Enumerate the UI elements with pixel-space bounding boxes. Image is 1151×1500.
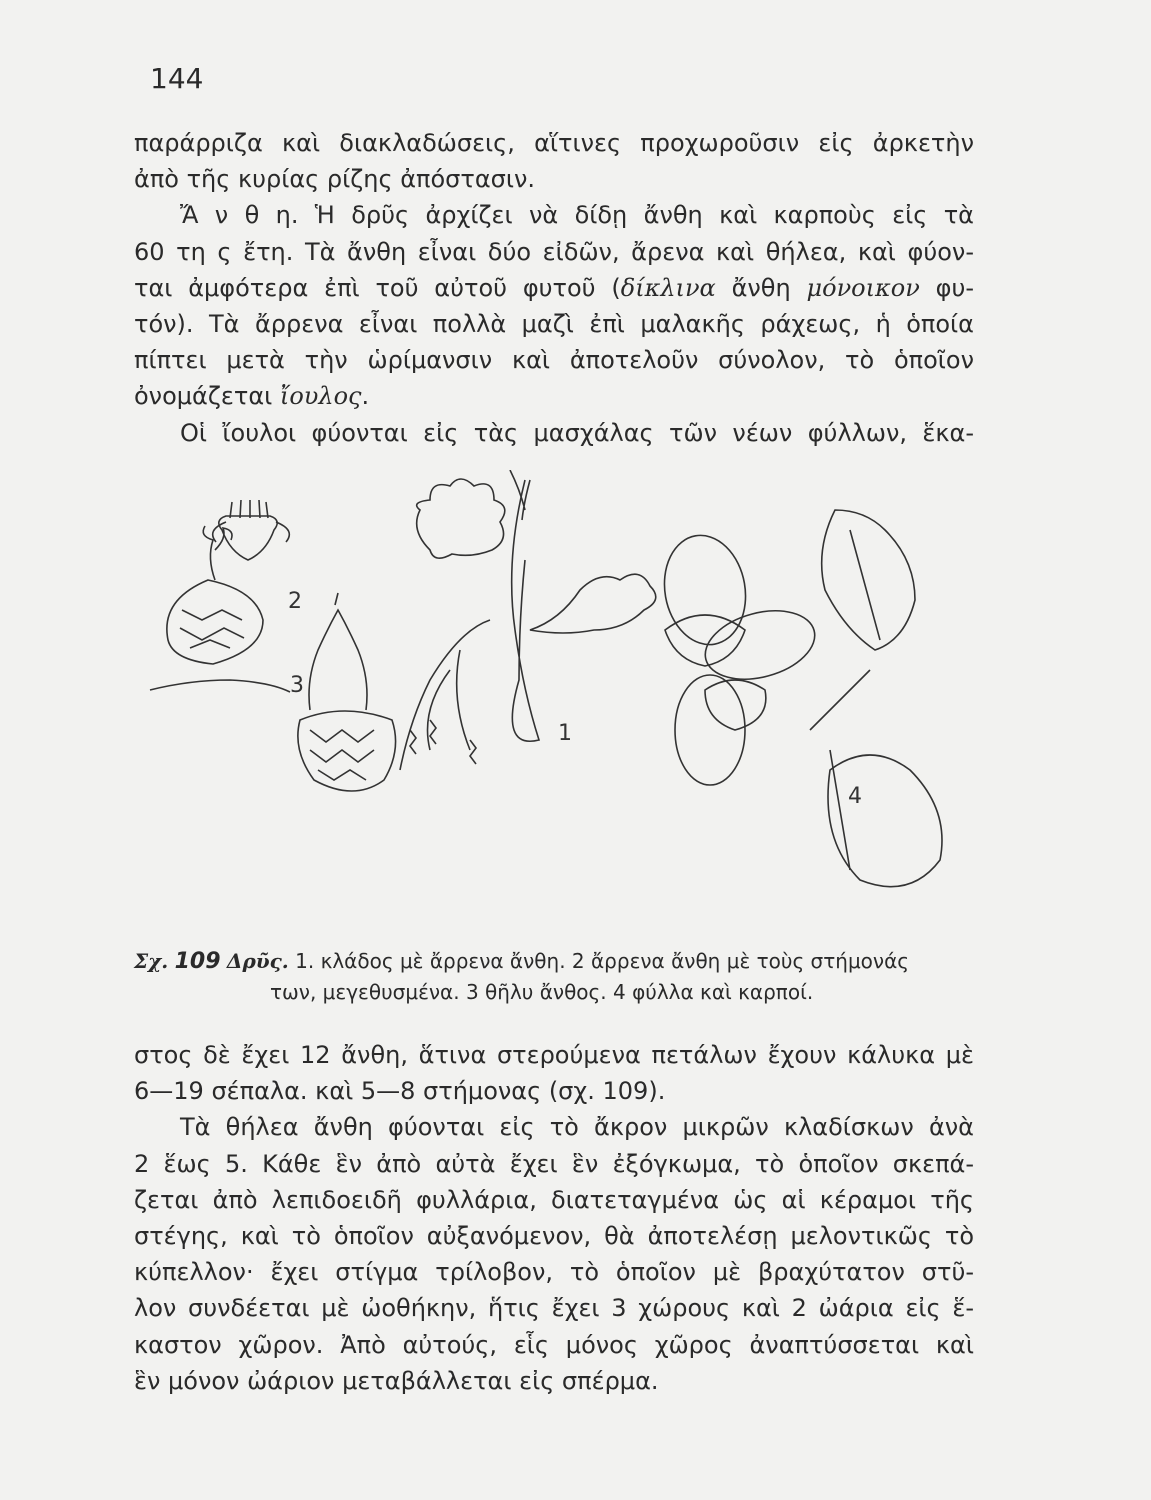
- figure-label-4: 4: [848, 784, 862, 809]
- text-span: .: [361, 382, 370, 411]
- text-line: Ἄ ν θ η. Ἡ δρῦς ἀρχίζει νὰ δίδῃ ἄνθη καὶ καρποὺς εἰς τὰ: [180, 201, 974, 230]
- text-span: ἄνθη: [715, 273, 807, 302]
- text-line: παράρριζα καὶ διακλαδώσεις, αἵτινες προχωροῦσιν εἰς ἀρκετὴν: [134, 129, 974, 157]
- text-line: ζεται ἀπὸ λεπιδοειδῆ φυλλάρια, διατεταγμένα ὡς αἱ κέραμοι τῆς: [134, 1185, 974, 1214]
- text-line: κύπελλον· ἔχει στίγμα τρίλοβον, τὸ ὁποῖον μὲ βραχύτατον στῦ-: [134, 1258, 974, 1287]
- text-line: καστον χῶρον. Ἀπὸ αὐτούς, εἷς μόνος χῶρος ἀναπτύσσεται καὶ: [134, 1330, 974, 1359]
- caption-label: Σχ.: [134, 949, 169, 973]
- text-line: πίπτει μετὰ τὴν ὡρίμανσιν καὶ ἀποτελοῦν σύνολον, τὸ ὁποῖον: [134, 346, 974, 375]
- text-line: Τὰ θήλεα ἄνθη φύονται εἰς τὸ ἄκρον μικρῶν κλαδίσκων ἀνὰ: [180, 1113, 974, 1142]
- text-line: στέγης, καὶ τὸ ὁποῖον αὐξανόμενον, θὰ ἀποτελέσῃ μελοντικῶς τὸ: [134, 1222, 974, 1251]
- text-line: 6—19 σέπαλα. καὶ 5—8 στήμονας (σχ. 109).: [134, 1077, 666, 1106]
- oak-illustration: [130, 470, 990, 940]
- figure-label-2: 2: [288, 589, 302, 614]
- female-flower-drawing: [150, 526, 290, 692]
- text-span: ὀνομάζεται: [134, 382, 280, 411]
- catkin-branch-drawing: [400, 470, 656, 770]
- paragraph-top: [134, 125, 974, 451]
- text-line: ἓν μόνον ὠάριον μεταβάλλεται εἰς σπέρμα.: [134, 1366, 659, 1395]
- figure-label-3: 3: [290, 673, 304, 698]
- paragraph-bottom: [134, 1037, 974, 1399]
- acorn-leaves-drawing: [656, 510, 942, 887]
- caption-number: 109: [174, 949, 221, 974]
- text-span: φυ-: [919, 273, 974, 302]
- italic-term: μόνοικον: [806, 273, 920, 302]
- text-line: τόν). Τὰ ἄρρενα εἶναι πολλὰ μαζὶ ἐπὶ μαλακῆς ράχεως, ἡ ὁποία: [134, 310, 974, 339]
- text-line: στος δὲ ἔχει 12 ἄνθη, ἅτινα στερούμενα πετάλων ἔχουν κάλυκα μὲ: [134, 1041, 974, 1069]
- text-line-with-italics: [134, 270, 974, 306]
- caption-text: 1. κλάδος μὲ ἄρρενα ἄνθη. 2 ἄρρενα ἄνθη μὲ τοὺς στήμονάς: [288, 949, 909, 973]
- figure-caption-line-1: [134, 946, 980, 977]
- text-line: 60 τη ς ἔτη. Τὰ ἄνθη εἶναι δύο εἰδῶν, ἄρενα καὶ θήλεα, καὶ φύον-: [134, 237, 974, 266]
- figure-label-1: 1: [558, 721, 572, 746]
- text-line: ἀπὸ τῆς κυρίας ρίζης ἀπόστασιν.: [134, 165, 536, 194]
- text-line-with-italics: [134, 378, 974, 414]
- oak-drawing: [130, 470, 990, 940]
- text-span: ται ἀμφότερα ἐπὶ τοῦ αὐτοῦ φυτοῦ (: [134, 273, 621, 302]
- italic-term: δίκλινα: [620, 273, 716, 302]
- acorn-drawing: [298, 593, 396, 791]
- text-line: Οἱ ἴουλοι φύονται εἰς τὰς μασχάλας τῶν νέων φύλλων, ἕκα-: [180, 418, 974, 447]
- figure-caption-line-2: των, μεγεθυσμένα. 3 θῆλυ ἄνθος. 4 φύλλα καὶ καρποί.: [270, 980, 814, 1004]
- italic-term: ἴουλος: [279, 382, 362, 411]
- text-line: 2 ἕως 5. Κάθε ἓν ἀπὸ αὐτὰ ἔχει ἓν ἐξόγκωμα, τὸ ὁποῖον σκεπά-: [134, 1149, 974, 1178]
- page-number: 144: [150, 62, 204, 95]
- text-line: λον συνδέεται μὲ ὠοθήκην, ἥτις ἔχει 3 χώρους καὶ 2 ὠάρια εἰς ἕ-: [134, 1294, 974, 1323]
- caption-name: Δρῦς.: [226, 949, 289, 973]
